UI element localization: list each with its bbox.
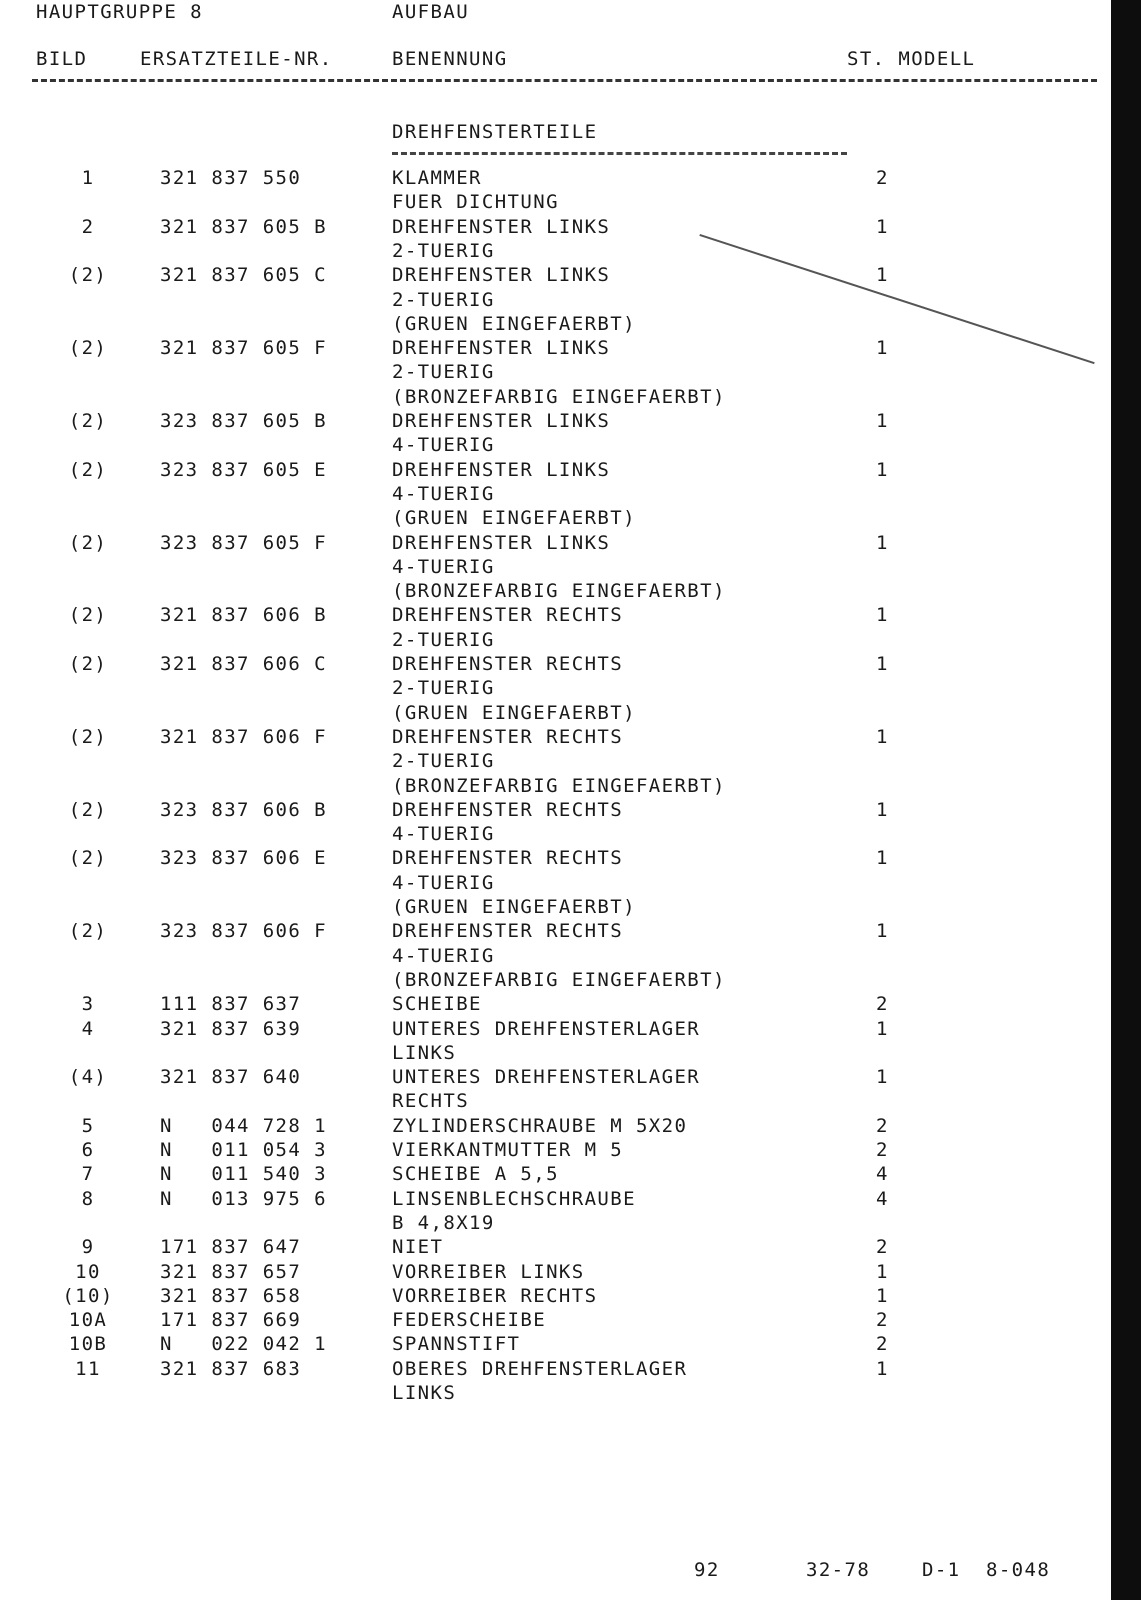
part-quantity: 4 [876,1163,889,1186]
part-number: 321 837 683 [160,1357,302,1380]
part-number: 321 837 658 [160,1284,302,1307]
part-name-detail: (GRUEN EINGEFAERBT) [392,507,636,530]
part-quantity: 1 [876,458,889,481]
part-figure-number: (2) [68,337,108,360]
pen-stroke-mark [699,234,1094,364]
part-quantity: 4 [876,1187,889,1210]
part-number: 321 837 605 C [160,264,327,287]
part-quantity: 2 [876,993,889,1016]
part-name-detail: 4-TUERIG [392,944,495,967]
part-figure-number: 5 [81,1114,95,1137]
part-name: VIERKANTMUTTER M 5 [392,1139,624,1161]
part-name-detail: (BRONZEFARBIG EINGEFAERBT) [392,774,726,797]
part-name: LINSENBLECHSCHRAUBE [392,1187,636,1210]
part-name-detail: FUER DICHTUNG [392,191,559,214]
part-number: 323 837 606 B [160,798,327,821]
part-name-detail: (BRONZEFARBIG EINGEFAERBT) [392,385,726,408]
part-name-detail: LINKS [392,1382,457,1404]
part-number: 323 837 605 B [160,410,327,432]
part-quantity: 1 [876,337,889,360]
part-figure-number: 10A [68,1309,108,1332]
part-quantity: 1 [876,1017,889,1040]
part-quantity: 1 [876,264,889,287]
part-quantity: 1 [876,920,889,943]
part-name: DREHFENSTER RECHTS [392,604,624,627]
part-figure-number: 10 [75,1260,101,1283]
part-figure-number: (2) [68,531,108,554]
part-number: 321 837 657 [160,1260,302,1283]
part-figure-number: 11 [75,1357,101,1380]
part-name-detail: 2-TUERIG [392,628,495,651]
page-number: 92 [694,1559,720,1581]
part-name-detail: 4-TUERIG [392,482,495,505]
part-name: UNTERES DREHFENSTERLAGER [392,1066,701,1089]
part-quantity: 1 [876,847,889,870]
part-quantity: 1 [876,531,889,554]
column-header-name: BENENNUNG [392,48,508,70]
part-name-detail: 4-TUERIG [392,555,495,578]
part-number: 323 837 605 F [160,531,327,554]
part-figure-number: 4 [81,1017,95,1040]
part-number: 321 837 605 F [160,337,327,360]
part-quantity: 2 [876,1236,889,1259]
part-quantity: 2 [876,1114,889,1137]
model-range: 32-78 [806,1559,871,1581]
part-name-detail: (GRUEN EINGEFAERBT) [392,312,636,335]
section-title: DREHFENSTERTEILE [392,121,598,143]
category-label: AUFBAU [392,1,470,23]
part-figure-number: (2) [68,458,108,481]
part-name-detail: (BRONZEFARBIG EINGEFAERBT) [392,580,726,603]
sheet-code: 8-048 [986,1559,1051,1581]
part-figure-number: 7 [81,1163,95,1186]
part-name: DREHFENSTER RECHTS [392,847,624,870]
part-number: N 022 042 1 [160,1333,327,1356]
part-name-detail: (GRUEN EINGEFAERBT) [392,701,636,724]
part-figure-number: 8 [81,1187,95,1210]
part-name: DREHFENSTER RECHTS [392,725,624,748]
part-figure-number: (2) [68,653,108,675]
part-name: DREHFENSTER LINKS [392,531,611,554]
part-name: SCHEIBE A 5,5 [392,1163,559,1186]
section-title-underline [392,152,847,155]
part-name-detail: 2-TUERIG [392,288,495,311]
part-number: 321 837 640 [160,1066,302,1089]
part-number: 321 837 606 B [160,604,327,627]
part-number: 321 837 605 B [160,215,327,238]
part-number: 321 837 606 F [160,725,327,748]
scan-edge-bar [1111,0,1141,1600]
column-header-qty-model: ST. MODELL [847,48,976,70]
part-name: ZYLINDERSCHRAUBE M 5X20 [392,1114,688,1137]
part-number: 111 837 637 [160,993,302,1016]
part-figure-number: 3 [81,993,95,1016]
catalog-code: D-1 [922,1559,961,1581]
part-name: DREHFENSTER LINKS [392,410,611,432]
part-number: N 013 975 6 [160,1187,327,1210]
part-quantity: 1 [876,1066,889,1089]
part-number: 171 837 669 [160,1309,302,1332]
part-name: DREHFENSTER LINKS [392,458,611,481]
part-figure-number: (2) [68,264,108,287]
part-figure-number: 10B [68,1333,108,1356]
part-figure-number: (10) [62,1284,114,1307]
part-name: DREHFENSTER LINKS [392,264,611,287]
part-name: OBERES DREHFENSTERLAGER [392,1357,688,1380]
part-quantity: 1 [876,725,889,748]
part-name: DREHFENSTER LINKS [392,337,611,360]
part-number: 323 837 605 E [160,458,327,481]
part-number: 171 837 647 [160,1236,302,1259]
part-quantity: 2 [876,167,889,189]
part-number: 321 837 550 [160,167,302,189]
part-quantity: 1 [876,215,889,238]
part-name: VORREIBER RECHTS [392,1284,598,1307]
part-number: 321 837 606 C [160,653,327,675]
part-quantity: 2 [876,1333,889,1356]
part-quantity: 1 [876,604,889,627]
part-name-detail: (BRONZEFARBIG EINGEFAERBT) [392,968,726,991]
part-name-detail: 2-TUERIG [392,677,495,700]
header-divider [32,79,1097,82]
part-name-detail: RECHTS [392,1090,470,1113]
part-quantity: 1 [876,410,889,432]
part-figure-number: 9 [81,1236,95,1259]
part-figure-number: (2) [68,410,108,432]
part-number: N 011 054 3 [160,1139,327,1161]
part-figure-number: 2 [81,215,95,238]
part-figure-number: (2) [68,847,108,870]
part-quantity: 1 [876,1284,889,1307]
part-name-detail: 2-TUERIG [392,750,495,773]
part-figure-number: (2) [68,604,108,627]
column-header-part-number: ERSATZTEILE-NR. [140,48,333,70]
part-name-detail: B 4,8X19 [392,1211,495,1234]
part-figure-number: (2) [68,920,108,943]
part-name-detail: (GRUEN EINGEFAERBT) [392,896,636,918]
part-number: 323 837 606 E [160,847,327,870]
part-name: SCHEIBE [392,993,482,1016]
part-figure-number: (2) [68,725,108,748]
part-number: N 044 728 1 [160,1114,327,1137]
part-name-detail: 4-TUERIG [392,871,495,894]
part-name: DREHFENSTER LINKS [392,215,611,238]
part-number: N 011 540 3 [160,1163,327,1186]
part-name: DREHFENSTER RECHTS [392,653,624,675]
part-name: UNTERES DREHFENSTERLAGER [392,1017,701,1040]
main-group-label: HAUPTGRUPPE 8 [36,1,203,23]
part-figure-number: 1 [81,167,95,189]
part-name: DREHFENSTER RECHTS [392,798,624,821]
part-name: DREHFENSTER RECHTS [392,920,624,943]
part-quantity: 1 [876,798,889,821]
part-name-detail: 2-TUERIG [392,361,495,384]
column-header-bild: BILD [36,48,88,70]
part-number: 323 837 606 F [160,920,327,943]
part-name: NIET [392,1236,444,1259]
part-quantity: 2 [876,1309,889,1332]
part-name-detail: 2-TUERIG [392,239,495,262]
part-quantity: 2 [876,1139,889,1161]
part-quantity: 1 [876,653,889,675]
part-number: 321 837 639 [160,1017,302,1040]
part-quantity: 1 [876,1357,889,1380]
part-name: KLAMMER [392,167,482,189]
part-name-detail: LINKS [392,1041,457,1064]
part-name-detail: 4-TUERIG [392,823,495,846]
part-figure-number: 6 [81,1139,95,1161]
part-name: SPANNSTIFT [392,1333,521,1356]
part-figure-number: (2) [68,798,108,821]
part-name: FEDERSCHEIBE [392,1309,547,1332]
part-name-detail: 4-TUERIG [392,434,495,457]
part-name: VORREIBER LINKS [392,1260,585,1283]
part-figure-number: (4) [68,1066,108,1089]
part-quantity: 1 [876,1260,889,1283]
